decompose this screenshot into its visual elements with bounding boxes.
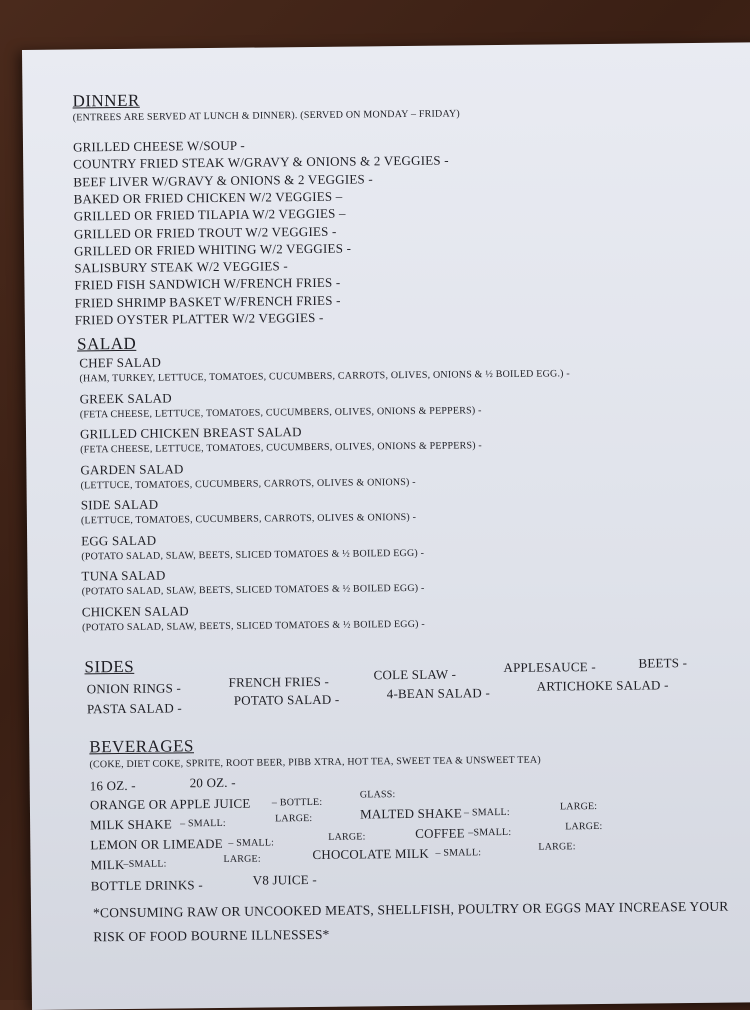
bev-choc-milk-small: – SMALL: bbox=[435, 847, 482, 859]
warning-line-2: RISK OF FOOD BOURNE ILLNESSES* bbox=[93, 926, 330, 945]
dinner-item: FRIED FISH SANDWICH W/FRENCH FRIES - bbox=[74, 275, 341, 293]
beverages-heading: BEVERAGES bbox=[89, 736, 195, 757]
bev-milk-large: LARGE: bbox=[223, 853, 261, 865]
salad-name: SIDE SALAD bbox=[80, 496, 159, 513]
dinner-item: FRIED SHRIMP BASKET W/FRENCH FRIES - bbox=[74, 292, 341, 311]
menu-paper bbox=[22, 42, 750, 1010]
bev-milk-shake-large: LARGE: bbox=[275, 813, 313, 825]
salad-name: GRILLED CHICKEN BREAST SALAD bbox=[79, 424, 302, 442]
salad-name: GARDEN SALAD bbox=[80, 460, 184, 477]
beverages-note: (COKE, DIET COKE, SPRITE, ROOT BEER, PIBB XTRA, HOT TEA, SWEET TEA & UNSWEET TEA) bbox=[89, 754, 541, 771]
salad-name: GREEK SALAD bbox=[79, 389, 172, 406]
salad-description: (POTATO SALAD, SLAW, BEETS, SLICED TOMATOES & ½ BOILED EGG) - bbox=[81, 618, 425, 633]
bev-choc-milk-large: LARGE: bbox=[538, 841, 576, 853]
bev-milk: MILK bbox=[90, 856, 125, 873]
side-item: PASTA SALAD - bbox=[86, 700, 182, 717]
bev-milk-shake: MILK SHAKE bbox=[90, 816, 173, 833]
bev-lemon-small: – SMALL: bbox=[228, 837, 275, 849]
bev-juice-glass: GLASS: bbox=[359, 789, 396, 801]
dinner-item: GRILLED CHEESE W/SOUP - bbox=[72, 137, 245, 155]
side-item: 4-BEAN SALAD - bbox=[386, 685, 491, 702]
bev-malted-shake-large: LARGE: bbox=[559, 801, 598, 813]
bev-malted-shake-small: – SMALL: bbox=[463, 806, 510, 819]
side-item: POTATO SALAD - bbox=[233, 691, 340, 708]
salad-name: CHEF SALAD bbox=[79, 354, 162, 371]
dinner-heading: DINNER bbox=[72, 90, 140, 111]
dinner-item: FRIED OYSTER PLATTER W/2 VEGGIES - bbox=[74, 309, 324, 328]
bev-coffee: COFFEE bbox=[415, 825, 465, 841]
dinner-item: GRILLED OR FRIED TROUT W/2 VEGGIES - bbox=[73, 223, 337, 241]
salad-description: (POTATO SALAD, SLAW, BEETS, SLICED TOMATOES & ½ BOILED EGG) - bbox=[81, 547, 425, 562]
salad-description: (HAM, TURKEY, LETTUCE, TOMATOES, CUCUMBERS, CARROTS, OLIVES, ONIONS & ½ BOILED EGG.) - bbox=[79, 368, 570, 385]
bev-juice-bottle: – BOTTLE: bbox=[271, 796, 323, 809]
dinner-item: COUNTRY FRIED STEAK W/GRAVY & ONIONS & 2 VEGGIES - bbox=[73, 152, 449, 172]
side-item: FRENCH FRIES - bbox=[228, 673, 330, 690]
side-item: ONION RINGS - bbox=[86, 680, 182, 697]
side-item: ARTICHOKE SALAD - bbox=[536, 677, 669, 694]
bev-coffee-small: –SMALL: bbox=[468, 826, 512, 839]
sides-heading: SIDES bbox=[84, 656, 135, 677]
bev-choc-milk: CHOCOLATE MILK bbox=[312, 845, 430, 863]
salad-heading: SALAD bbox=[76, 333, 137, 354]
salad-name: CHICKEN SALAD bbox=[81, 602, 189, 619]
salad-name: EGG SALAD bbox=[81, 532, 157, 548]
dinner-item: BEEF LIVER W/GRAVY & ONIONS & 2 VEGGIES - bbox=[73, 170, 373, 190]
side-item: COLE SLAW - bbox=[373, 666, 457, 683]
bev-bottle-drinks: BOTTLE DRINKS - bbox=[90, 877, 203, 894]
salad-name: TUNA SALAD bbox=[81, 567, 166, 584]
bev-lemon-large: LARGE: bbox=[328, 831, 366, 843]
bev-milk-small: –SMALL: bbox=[123, 858, 167, 870]
salad-description: (FETA CHEESE, LETTUCE, TOMATOES, CUCUMBERS, OLIVES, ONIONS & PEPPERS) - bbox=[80, 440, 483, 456]
side-item: BEETS - bbox=[638, 655, 688, 671]
bev-v8: V8 JUICE - bbox=[252, 871, 317, 888]
salad-description: (LETTUCE, TOMATOES, CUCUMBERS, CARROTS, OLIVES & ONIONS) - bbox=[80, 511, 417, 527]
salad-description: (POTATO SALAD, SLAW, BEETS, SLICED TOMATOES & ½ BOILED EGG) - bbox=[81, 582, 425, 598]
bev-lemon: LEMON OR LIMEADE bbox=[90, 835, 223, 853]
dinner-item: BAKED OR FRIED CHICKEN W/2 VEGGIES – bbox=[73, 188, 343, 207]
bev-coffee-large: LARGE: bbox=[565, 820, 603, 833]
salad-description: (LETTUCE, TOMATOES, CUCUMBERS, CARROTS, OLIVES & ONIONS) - bbox=[80, 476, 416, 491]
dinner-note: (ENTREES ARE SERVED AT LUNCH & DINNER). (SERVED ON MONDAY – FRIDAY) bbox=[72, 108, 460, 124]
bev-juice: ORANGE OR APPLE JUICE bbox=[89, 795, 251, 813]
bev-20oz: 20 OZ. - bbox=[189, 774, 236, 791]
dinner-item: GRILLED OR FRIED TILAPIA W/2 VEGGIES – bbox=[73, 205, 346, 224]
salad-description: (FETA CHEESE, LETTUCE, TOMATOES, CUCUMBERS, OLIVES, ONIONS & PEPPERS) - bbox=[79, 404, 482, 420]
bev-16oz: 16 OZ. - bbox=[89, 777, 136, 794]
dinner-item: SALISBURY STEAK W/2 VEGGIES - bbox=[74, 258, 288, 276]
bev-malted-shake: MALTED SHAKE bbox=[359, 805, 463, 822]
dinner-item: GRILLED OR FRIED WHITING W/2 VEGGIES - bbox=[74, 240, 352, 259]
warning-line-1: *CONSUMING RAW OR UNCOOKED MEATS, SHELLFISH, POULTRY OR EGGS MAY INCREASE YOUR bbox=[92, 898, 729, 921]
side-item: APPLESAUCE - bbox=[503, 659, 596, 675]
bev-milk-shake-small: – SMALL: bbox=[180, 817, 226, 830]
